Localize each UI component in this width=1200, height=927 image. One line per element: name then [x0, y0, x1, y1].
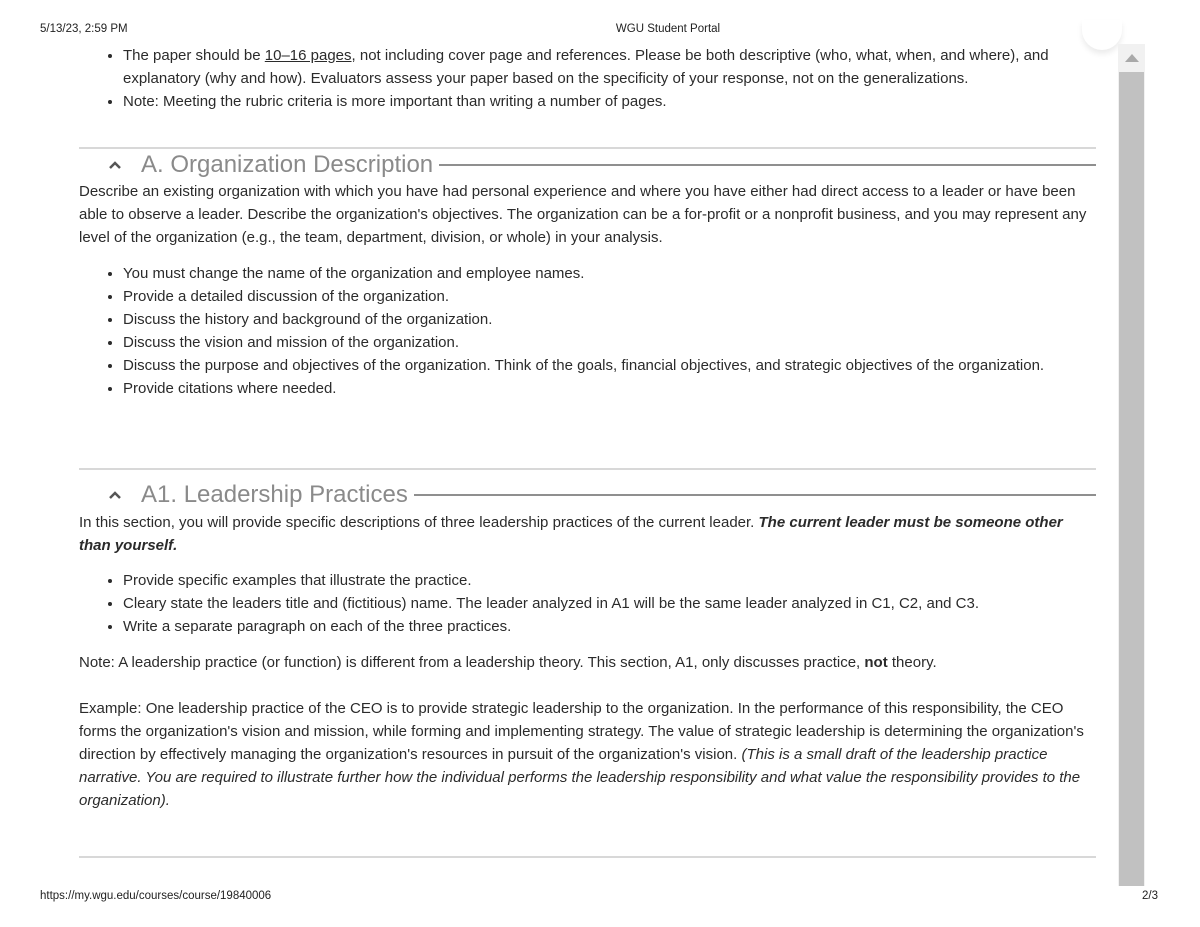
section-rule: [439, 164, 1096, 166]
section-a-title: A. Organization Description: [141, 151, 434, 178]
list-item: • Note: Meeting the rubric criteria is more important than writing a number of pages.: [123, 90, 1096, 113]
list-item: • Discuss the purpose and objectives of the organization. Think of the goals, financial objectives, and strategic objectives of the organization.: [123, 354, 1096, 377]
section-a1-title: A1. Leadership Practices: [141, 481, 408, 508]
scroll-up-arrow-icon[interactable]: [1118, 44, 1145, 72]
section-a1-note: [79, 651, 1096, 674]
vertical-scrollbar[interactable]: [1118, 44, 1145, 886]
section-a1-intro-text: In this section, you will provide specific descriptions of three leadership practices of the current leader.: [79, 514, 759, 531]
print-datetime: 5/13/23, 2:59 PM: [40, 23, 128, 35]
section-divider: [79, 468, 1096, 470]
example-italic: (This is a small draft of the leadership practice narrative. You are required to illustrate further how the individual performs the leadership responsibility and what value the responsibility provides to the organization).: [79, 746, 1081, 809]
section-a1-intro: [79, 511, 1096, 557]
section-a-header[interactable]: [79, 150, 1096, 180]
intro-block: [79, 44, 1096, 113]
note-text: Note: A leadership practice (or function) is different from a leadership theory. This section, A1, only discusses practice,: [79, 654, 865, 671]
list-item: • Write a separate paragraph on each of the three practices.: [123, 615, 1096, 638]
list-item: • Provide citations where needed.: [123, 377, 1096, 400]
intro-bullet-text: , not including cover page and references. Please be both descriptive (who, what, when, and where), and explanatory (why and how). Evaluators assess your paper based on the specificity of your response, not on the generalizations.: [123, 47, 1049, 87]
section-divider: [79, 147, 1096, 149]
chevron-up-icon[interactable]: [79, 160, 141, 170]
note-emphasis: not: [864, 654, 888, 671]
pages-link[interactable]: 10–16 pages: [264, 47, 352, 64]
list-item: • You must change the name of the organization and employee names.: [123, 262, 1096, 285]
section-a1-header[interactable]: [79, 480, 1096, 510]
list-item: • Discuss the history and background of the organization.: [123, 308, 1096, 331]
print-page-number: 2/3: [1142, 890, 1158, 902]
print-url: https://my.wgu.edu/courses/course/19840006: [40, 890, 272, 902]
scrollbar-thumb[interactable]: [1119, 72, 1144, 886]
list-item: • Provide a detailed discussion of the organization.: [123, 285, 1096, 308]
note-text: theory.: [887, 654, 937, 671]
section-a-description: Describe an existing organization with which you have had personal experience and where you have either had direct access to a leader or have been able to observe a leader. Describe the organization's objectives. The organization can be a for-profit or a nonprofit business, and you may represent any level of the organization (e.g., the team, department, division, or whole) in your analysis.: [79, 183, 1087, 246]
section-divider: [79, 856, 1096, 858]
print-page-title: WGU Student Portal: [615, 23, 721, 35]
section-a1-intro-emphasis: The current leader must be someone other than yourself.: [79, 514, 1063, 554]
section-a1-example: [79, 697, 1096, 812]
section-a1-list: [79, 569, 1096, 638]
list-item: • Cleary state the leaders title and (fictitious) name. The leader analyzed in A1 will be the same leader analyzed in C1, C2, and C3.: [123, 592, 1096, 615]
section-rule: [414, 494, 1096, 496]
list-item: [123, 44, 1096, 90]
chevron-up-icon[interactable]: [79, 490, 141, 500]
list-item: • Provide specific examples that illustrate the practice.: [123, 569, 1096, 592]
intro-list: [79, 44, 1096, 113]
section-a-list: [79, 262, 1096, 400]
list-item: • Discuss the vision and mission of the organization.: [123, 331, 1096, 354]
intro-bullet-text: The paper should be: [123, 47, 265, 64]
example-text: Example: One leadership practice of the CEO is to provide strategic leadership to the organization. In the performance of this responsibility, the CEO forms the organization's vision and mission, while forming and implementing strategy. The value of strategic leadership is determining the organization's direction by effectively managing the organization's resources in pursuit of the organization's vision.: [79, 700, 1084, 763]
